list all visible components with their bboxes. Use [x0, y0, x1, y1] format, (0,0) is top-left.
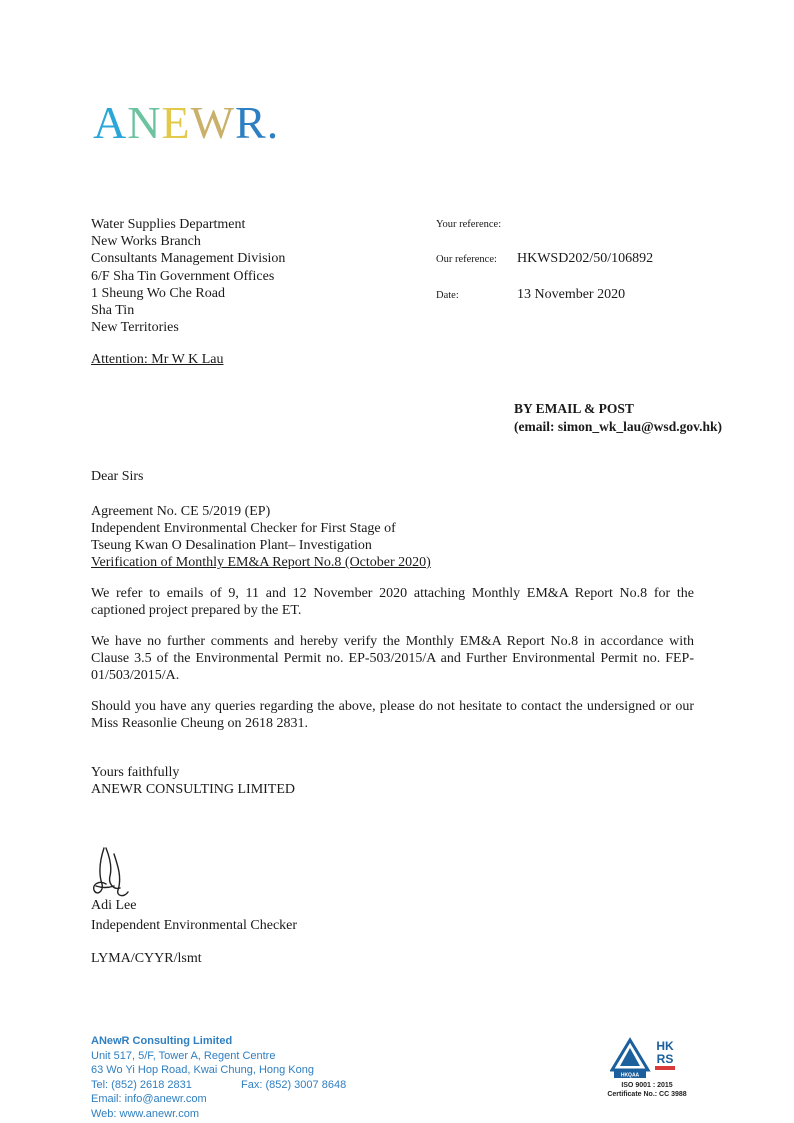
delivery-email: (email: simon_wk_lau@wsd.gov.hk): [514, 419, 722, 434]
closing-line: Yours faithfully: [91, 765, 180, 780]
footer-contact: [91, 1034, 346, 1121]
signature-image: [88, 844, 158, 904]
delivery-method: [514, 400, 722, 436]
address-line: Sha Tin: [91, 303, 135, 319]
footer-address-line: Unit 517, 5/F, Tower A, Regent Centre: [91, 1049, 276, 1062]
svg-text:HK: HK: [656, 1039, 674, 1053]
iso-standard: ISO 9001 : 2015: [621, 1082, 673, 1089]
signer-name: Adi Lee: [91, 898, 137, 913]
your-reference-label: Your reference:: [436, 219, 502, 230]
logo-letter: W: [190, 97, 235, 148]
hkqaa-badge-icon: [612, 1040, 648, 1079]
logo-letter: .: [266, 97, 280, 148]
closing-block: [91, 764, 295, 798]
salutation: Dear Sirs: [91, 469, 144, 484]
subject-title: Verification of Monthly EM&A Report No.8 (October 2020): [91, 555, 431, 570]
footer-phone-row: [91, 1078, 346, 1093]
address-line: New Works Branch: [91, 234, 201, 250]
paragraph: Should you have any queries regarding the above, please do not hesitate to contact the undersigned or our Miss Reasonlie Cheung on 2618 2831.: [91, 699, 694, 731]
subject-line: Independent Environmental Checker for First Stage of: [91, 521, 396, 536]
our-reference-label: Our reference:: [436, 254, 497, 265]
subject-line: Tseung Kwan O Desalination Plant– Investigation: [91, 538, 372, 553]
subject-line: Agreement No. CE 5/2019 (EP): [91, 504, 271, 519]
certification-logos: [610, 1036, 690, 1080]
footer-email: Email: info@anewr.com: [91, 1093, 207, 1105]
subject-block: [91, 503, 431, 571]
paragraph: We refer to emails of 9, 11 and 12 November 2020 attaching Monthly EM&A Report No.8 for the captioned project prepared by the ET.: [91, 586, 694, 618]
address-line: Water Supplies Department: [91, 217, 246, 232]
address-line: 6/F Sha Tin Government Offices: [91, 268, 275, 284]
address-line: New Territories: [91, 320, 179, 336]
logo-letter: N: [127, 97, 162, 148]
logo-letter: R: [235, 97, 267, 148]
footer-fax: Fax: (852) 3007 8648: [241, 1078, 347, 1091]
company-logo: [93, 97, 280, 148]
footer-address-line: 63 Wo Yi Hop Road, Kwai Chung, Hong Kong: [91, 1064, 314, 1076]
reference-initials: LYMA/CYYR/lsmt: [91, 951, 202, 966]
logo-letter: A: [93, 97, 128, 148]
date-value: 13 November 2020: [517, 287, 626, 302]
certification-text: [597, 1081, 697, 1099]
hkrs-badge-icon: [654, 1038, 676, 1070]
svg-text:HKQAA: HKQAA: [620, 1072, 640, 1079]
signer-title: Independent Environmental Checker: [91, 918, 298, 933]
address-line: Consultants Management Division: [91, 251, 286, 267]
address-line: 1 Sheung Wo Che Road: [91, 285, 225, 301]
date-label: Date:: [436, 290, 459, 301]
attention-line: Attention: Mr W K Lau: [91, 352, 224, 367]
our-reference-value: HKWSD202/50/106892: [517, 251, 654, 266]
paragraph: We have no further comments and hereby verify the Monthly EM&A Report No.8 in accordance with Clause 3.5 of the Environmental Permit no. EP-503/2015/A and Further Environmental Permit no. FEP-01/503/2015/A.: [91, 634, 694, 683]
footer-web: Web: www.anewr.com: [91, 1107, 200, 1120]
svg-text:RS: RS: [656, 1052, 674, 1066]
company-name: ANEWR CONSULTING LIMITED: [91, 782, 296, 797]
recipient-address: [91, 216, 285, 336]
certificate-number: Certificate No.: CC 3988: [607, 1091, 687, 1098]
delivery-method-label: BY EMAIL & POST: [514, 401, 634, 416]
logo-letter: E: [161, 97, 191, 148]
signer-block: [91, 896, 297, 936]
footer-tel: Tel: (852) 2618 2831: [91, 1078, 192, 1091]
footer-company-name: ANewR Consulting Limited: [91, 1035, 233, 1047]
